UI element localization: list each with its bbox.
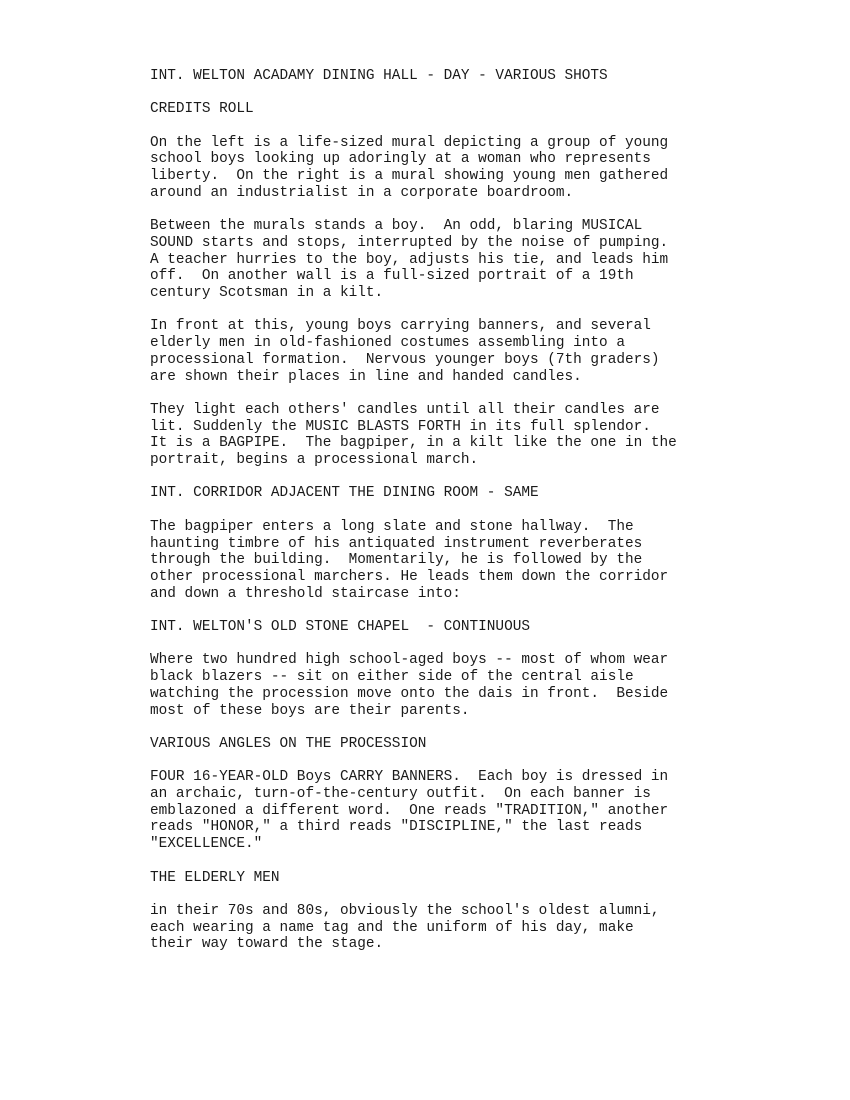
text-line: CREDITS ROLL <box>150 101 254 118</box>
text-line: their way toward the stage. <box>150 936 384 953</box>
text-line: It is a BAGPIPE. The bagpiper, in a kilt like the one in the <box>150 435 677 452</box>
text-line: around an industrialist in a corporate boardroom. <box>150 184 574 201</box>
text-line: Between the murals stands a boy. An odd, blaring MUSICAL <box>150 218 643 235</box>
scene-heading <box>150 68 810 85</box>
action-paragraph <box>150 318 810 385</box>
text-line: INT. WELTON'S OLD STONE CHAPEL - CONTINUOUS <box>150 619 530 636</box>
text-line: an archaic, turn-of-the-century outfit. On each banner is <box>150 786 651 803</box>
action-paragraph <box>150 135 810 202</box>
text-line: haunting timbre of his antiquated instrument reverberates <box>150 535 643 552</box>
action-paragraph <box>150 769 810 853</box>
text-line: in their 70s and 80s, obviously the school's oldest alumni, <box>150 902 660 919</box>
text-line: INT. WELTON ACADAMY DINING HALL - DAY - VARIOUS SHOTS <box>150 68 608 84</box>
text-line: A teacher hurries to the boy, adjusts his tie, and leads him <box>150 251 669 268</box>
text-line: emblazoned a different word. One reads "TRADITION," another <box>150 802 669 819</box>
text-line: SOUND starts and stops, interrupted by the noise of pumping. <box>150 234 669 251</box>
text-line: INT. CORRIDOR ADJACENT THE DINING ROOM - SAME <box>150 485 539 502</box>
text-line: processional formation. Nervous younger boys (7th graders) <box>150 351 660 368</box>
text-line: "EXCELLENCE." <box>150 836 263 853</box>
text-line: off. On another wall is a full-sized portrait of a 19th <box>150 268 634 285</box>
shot-heading <box>150 736 810 753</box>
text-line: school boys looking up adoringly at a woman who represents <box>150 151 651 168</box>
text-line: Where two hundred high school-aged boys -- most of whom wear <box>150 652 669 669</box>
action-paragraph <box>150 903 810 953</box>
text-line: century Scotsman in a kilt. <box>150 285 384 302</box>
text-line: lit. Suddenly the MUSIC BLASTS FORTH in its full splendor. <box>150 418 651 435</box>
text-line: VARIOUS ANGLES ON THE PROCESSION <box>150 735 427 752</box>
text-line: and down a threshold staircase into: <box>150 585 461 602</box>
action-paragraph <box>150 218 810 302</box>
action-paragraph <box>150 519 810 603</box>
text-line: The bagpiper enters a long slate and stone hallway. The <box>150 518 634 535</box>
text-line: THE ELDERLY MEN <box>150 869 280 886</box>
text-line: liberty. On the right is a mural showing young men gathered <box>150 168 669 185</box>
text-line: portrait, begins a processional march. <box>150 452 479 469</box>
text-line: In front at this, young boys carrying banners, and several <box>150 318 651 335</box>
text-line: elderly men in old-fashioned costumes assembling into a <box>150 335 625 352</box>
text-line: They light each others' candles until all their candles are <box>150 401 660 418</box>
scene-heading <box>150 485 810 502</box>
text-line: On the left is a life-sized mural depicting a group of young <box>150 134 669 151</box>
action-paragraph <box>150 402 810 469</box>
text-line: watching the procession move onto the dais in front. Beside <box>150 685 669 702</box>
scene-heading <box>150 619 810 636</box>
text-line: through the building. Momentarily, he is followed by the <box>150 552 643 569</box>
text-line: each wearing a name tag and the uniform of his day, make <box>150 919 634 936</box>
text-line: other processional marchers. He leads them down the corridor <box>150 568 669 585</box>
text-line: are shown their places in line and handed candles. <box>150 368 582 385</box>
text-line: black blazers -- sit on either side of the central aisle <box>150 669 634 686</box>
text-line: most of these boys are their parents. <box>150 702 470 719</box>
screenplay-text <box>150 68 810 970</box>
text-line: reads "HONOR," a third reads "DISCIPLINE," the last reads <box>150 819 643 836</box>
text-line: FOUR 16-YEAR-OLD Boys CARRY BANNERS. Each boy is dressed in <box>150 769 669 786</box>
action-paragraph <box>150 652 810 719</box>
shot-heading <box>150 870 810 887</box>
shot-heading <box>150 101 810 118</box>
